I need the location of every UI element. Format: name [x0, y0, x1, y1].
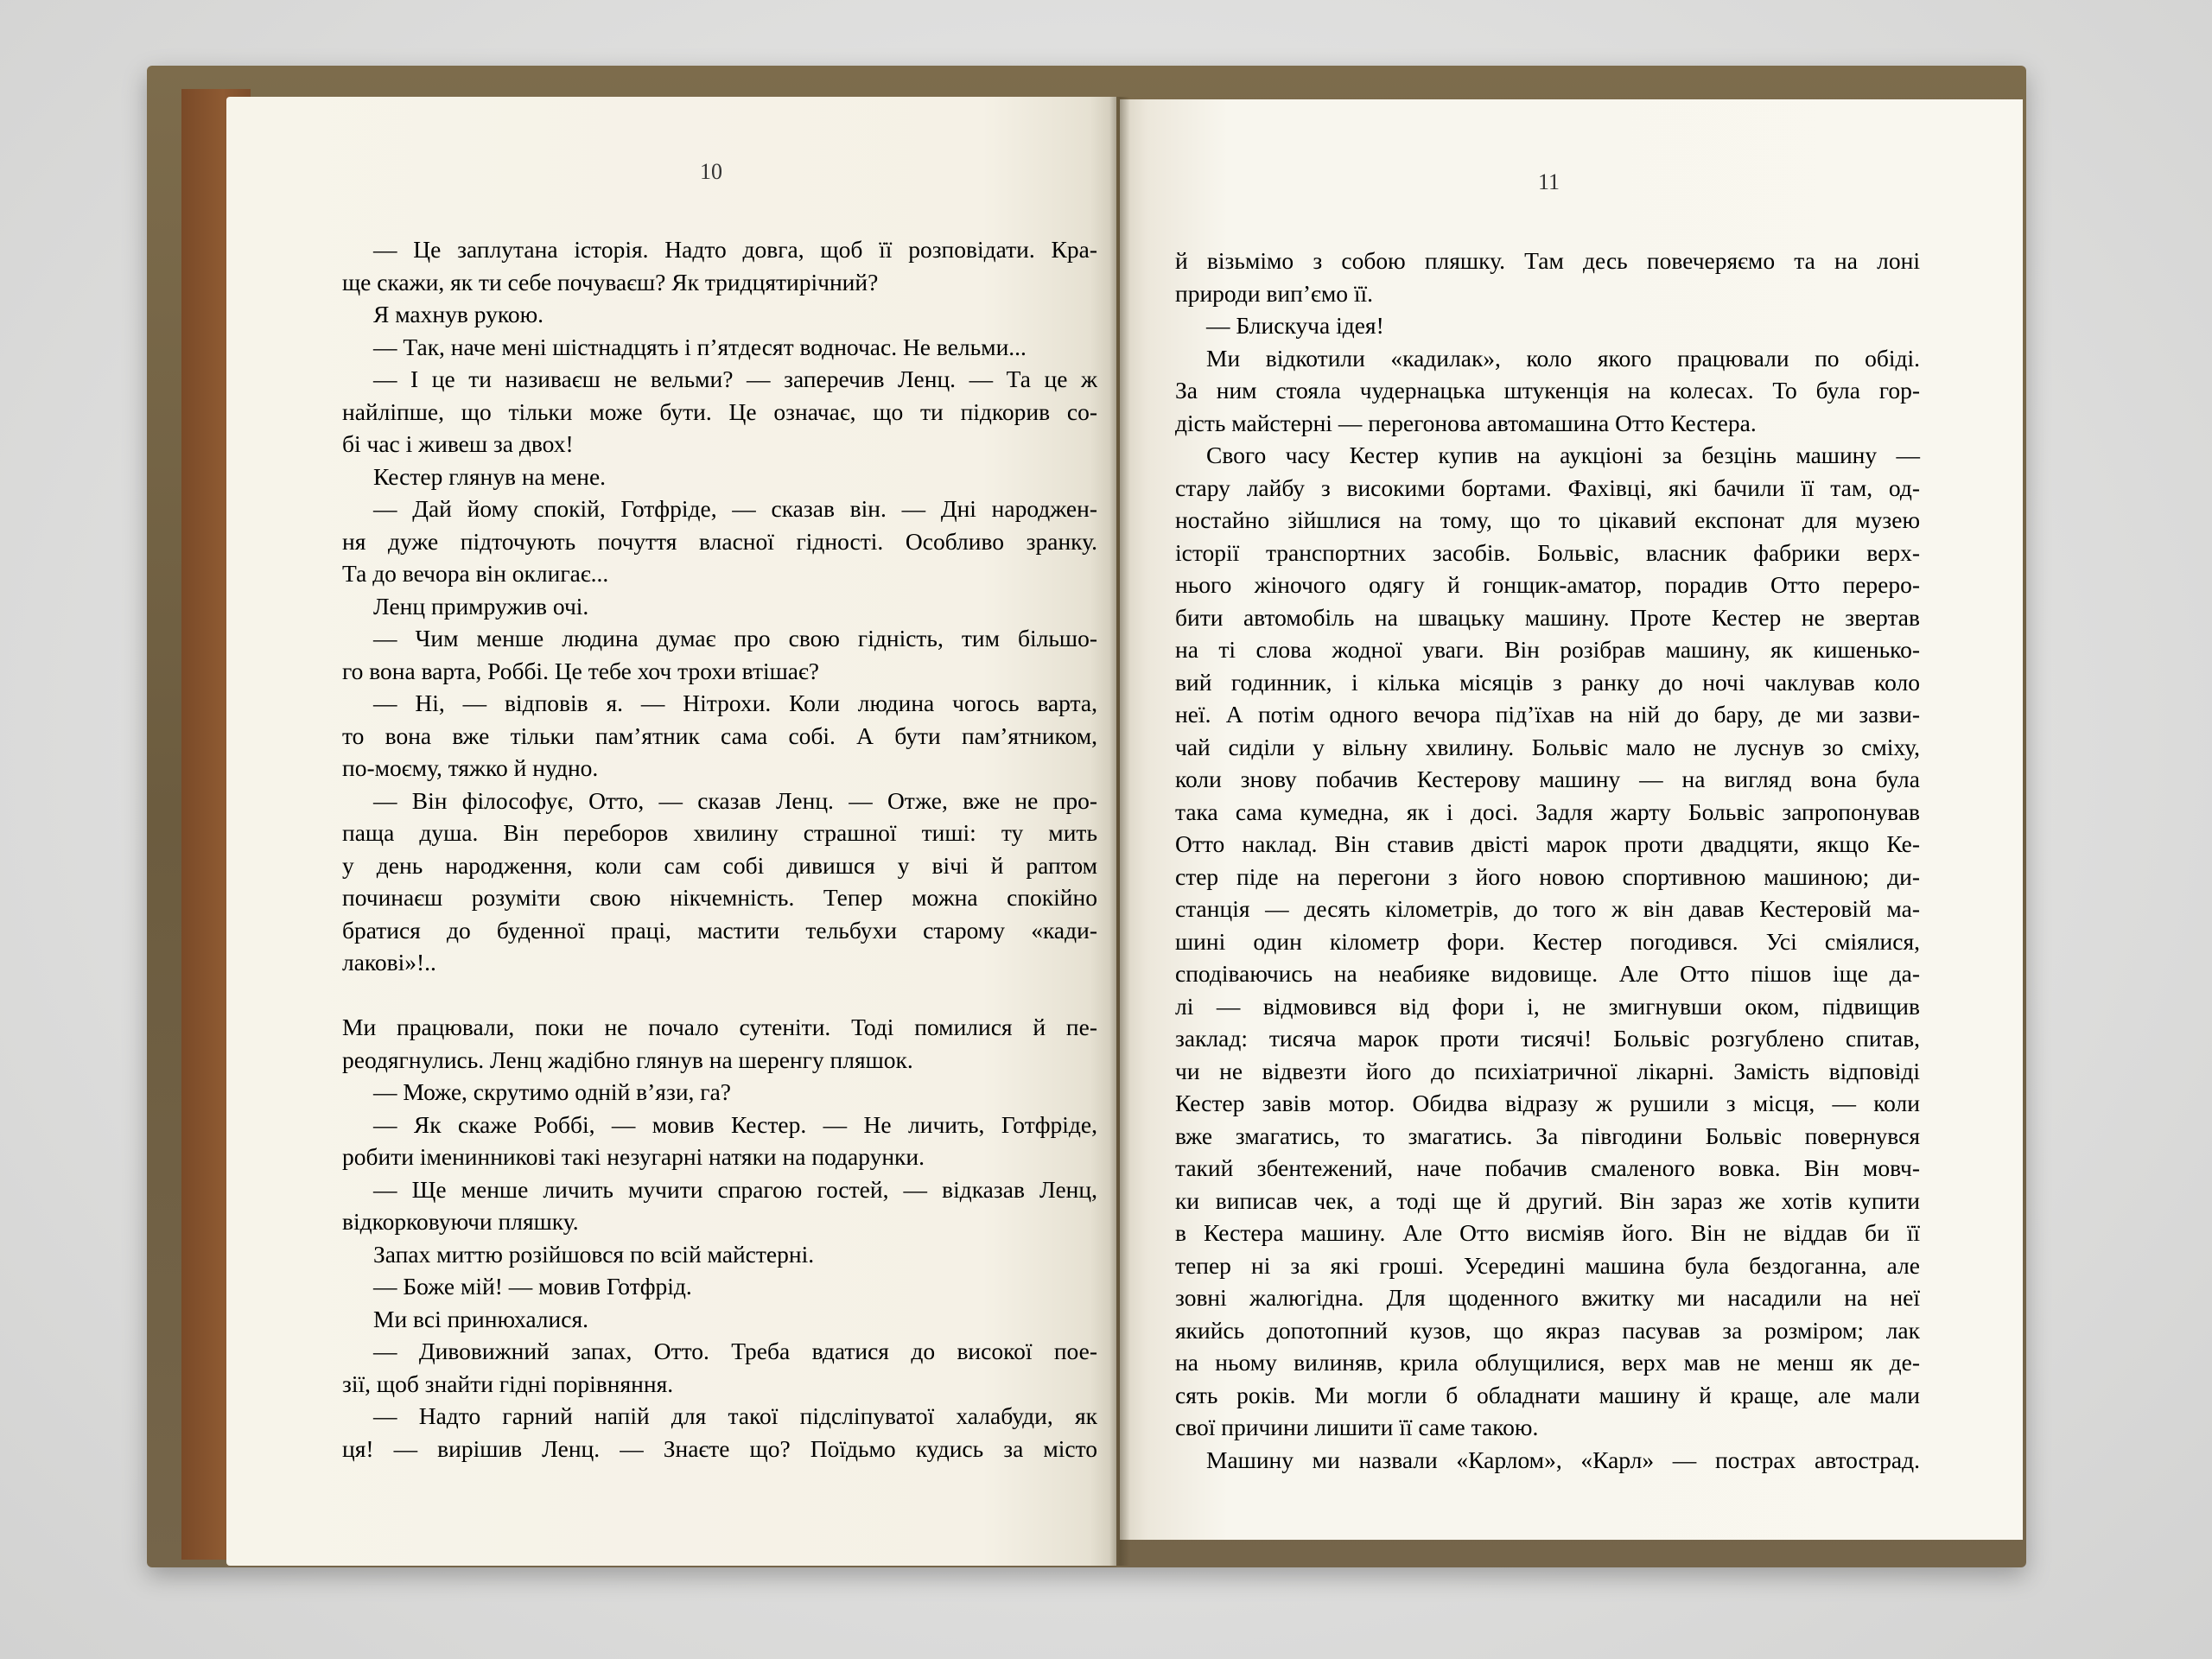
text-line: — Дивовижний запах, Отто. Треба вдатися до високої пое- — [373, 1338, 1097, 1364]
text-line: — Чим менше людина думає про свою гідність, тим більшо- — [373, 625, 1097, 652]
text-line: тепер ні за які гроші. Усередині машина була бездоганна, але — [1175, 1251, 1920, 1279]
text-line: стер піде на перегони з його новою спортивною машиною; ди- — [1175, 862, 1920, 890]
text-line: — Ні, — відповів я. — Нітрохи. Коли людина чогось варта, — [373, 690, 1097, 716]
text-line: Кестер завів мотор. Обидва відразу ж рушили з місця, — коли — [1175, 1090, 1920, 1116]
text-line: природи вип’ємо її. — [1175, 279, 1374, 307]
text-line: бі час і живеш за двох! — [342, 430, 574, 457]
text-line: шині один кілометр фори. Кестер погодився. Усі сміялися, — [1175, 927, 1920, 955]
text-line: чай сиділи у вільну хвилину. Больвіс мало не луснув зо сміху, — [1175, 733, 1920, 760]
left-page-number: 10 — [700, 159, 722, 184]
text-line: лі — відмовився від фори і, не змигнувши оком, підвищив — [1175, 992, 1920, 1020]
text-line: сподіваючись на неабияке видовище. Але Отто пішов іще да- — [1175, 960, 1920, 987]
right-page-number: 11 — [1538, 169, 1560, 194]
text-line: ня дуже підточують почуття власної гідності. Особливо зранку. — [342, 527, 1097, 555]
text-line: го вона варта, Роббі. Це тебе хоч трохи втішає? — [342, 657, 820, 684]
text-line: такий збентежений, наче побачив смаленого вовка. Він мовч- — [1175, 1154, 1920, 1181]
text-line: — Може, скрутимо одній в’язи, га? — [373, 1078, 731, 1105]
text-line: — Як скаже Роббі, — мовив Кестер. — Не личить, Готфріде, — [373, 1110, 1097, 1138]
text-line: реодягнулись. Ленц жадібно глянув на шеренгу пляшок. — [342, 1046, 913, 1073]
text-line: то вона вже тільки пам’ятник сама собі. А бути пам’ятником, — [342, 721, 1097, 749]
text-line: відкорковуючи пляшку. — [342, 1208, 579, 1235]
text-line: історії транспортних засобів. Больвіс, власник фабрики верх- — [1175, 538, 1920, 566]
text-line: бити автомобіль на швацьку машину. Проте Кестер не звертав — [1175, 603, 1920, 631]
text-line: — Боже мій! — мовив Готфрід. — [373, 1273, 692, 1300]
text-line: в Кестера машину. Але Отто висміяв його. Він не віддав би її — [1175, 1219, 1920, 1246]
text-line: Ми відкотили «кадилак», коло якого працювали по обіді. — [1206, 344, 1920, 372]
book-gutter — [1109, 97, 1130, 1566]
left-page-text — [342, 233, 1097, 1465]
text-line: Свого часу Кестер купив на аукціоні за безцінь машину — — [1206, 442, 1920, 468]
text-line: Ленц примружив очі. — [373, 592, 589, 620]
text-line: — Блискуча ідея! — [1206, 312, 1384, 339]
text-line: чи не відвезти його до психіатричної лікарні. Замість відповіді — [1175, 1057, 1920, 1084]
text-line: свої причини лишити її саме такою. — [1175, 1414, 1539, 1440]
text-line: вий годинник, і кілька місяців з ранку до ночі чаклував коло — [1175, 668, 1920, 696]
text-line: вже змагатись, то змагатись. За півгодини Больвіс повернувся — [1175, 1122, 1920, 1149]
text-line: на ньому вилиняв, крила облущилися, верх мав не менш як де- — [1175, 1349, 1920, 1376]
text-line: Отто наклад. Він ставив двісті марок проти двадцяти, якщо Ке- — [1175, 830, 1920, 857]
text-line: Машину ми назвали «Карлом», «Карл» — пострах автострад. — [1206, 1446, 1920, 1473]
text-line: зовні жалюгідна. Для щоденного вжитку ми насадили на неї — [1175, 1284, 1920, 1311]
text-line: ця! — вирішив Ленц. — Знаєте що? Поїдьмо кудись за місто — [342, 1434, 1097, 1462]
text-line: по-моєму, тяжко й нудно. — [342, 754, 599, 781]
text-line: на ті слова жодної уваги. Він розібрав машину, як кишенько- — [1175, 636, 1920, 663]
text-line: лакові»!.. — [342, 949, 436, 976]
text-line: — Він філософує, Отто, — сказав Ленц. — Отже, вже не про- — [373, 786, 1097, 814]
text-line: — Ще менше личить мучити спрагою гостей, — відказав Ленц, — [373, 1175, 1097, 1203]
text-line: нього жіночого одягу й гонщик-аматор, порадив Отто переро- — [1175, 571, 1920, 598]
text-line: зії, щоб знайти гідні порівняння. — [342, 1370, 674, 1397]
text-line: така сама кумедна, як і досі. Задля жарту Больвіс запропонував — [1175, 798, 1920, 825]
text-line: Ми працювали, поки не почало сутеніти. Тоді помилися й пе- — [342, 1014, 1097, 1040]
right-page-text — [1175, 245, 1920, 1476]
text-line: За ним стояла чудернацька штукенція на колесах. То була гор- — [1175, 377, 1920, 404]
text-line: й візьмімо з собою пляшку. Там десь повечеряємо та на лоні — [1175, 247, 1920, 274]
text-line: якийсь допотопний кузов, що якраз пасував за розміром; лак — [1175, 1316, 1920, 1344]
text-line: — Дай йому спокій, Готфріде, — сказав він. — Дні народжен- — [373, 495, 1097, 522]
text-line: Та до вечора він оклигає... — [342, 560, 609, 587]
text-line: стару лайбу з високими бортами. Фахівці, які бачили її там, од- — [1175, 474, 1920, 501]
text-line: — Це заплутана історія. Надто довга, щоб її розповідати. Кра- — [373, 236, 1097, 263]
text-line: паща душа. Він переборов хвилину страшної тиші: ту мить — [342, 819, 1097, 846]
text-line: братися до буденної праці, мастити тельбухи старому «кади- — [342, 916, 1097, 944]
text-line: сять років. Ми могли б обладнати машину й краще, але мали — [1175, 1381, 1920, 1408]
text-line: ки виписав чек, а тоді ще й другий. Він зараз же хотів купити — [1175, 1186, 1920, 1214]
text-line: Я махнув рукою. — [373, 301, 543, 327]
text-line: — Надто гарний напій для такої підсліпуватої халабуди, як — [373, 1402, 1097, 1429]
text-line: — І це ти називаєш не вельми? — заперечив Ленц. — Та це ж — [373, 365, 1097, 392]
text-line: — Так, наче мені шістнадцять і п’ятдесят водночас. Не вельми... — [373, 333, 1027, 360]
text-line: робити іменинникові такі незугарні натяки на подарунки. — [342, 1143, 925, 1170]
text-line: станція — десять кілометрів, до того ж він давав Кестеровій ма- — [1175, 895, 1920, 922]
text-line: коли знову побачив Кестерову машину — на вигляд вона була — [1175, 766, 1920, 792]
text-line: починаєш розуміти свою нікчемність. Тепер можна спокійно — [342, 884, 1097, 911]
text-line: ще скажи, як ти себе почуваєш? Як тридцятирічний? — [342, 268, 879, 296]
text-line: Кестер глянув на мене. — [373, 462, 607, 490]
text-line: неї. А потім одного вечора під’їхав на ній до бару, де ми зазви- — [1175, 701, 1920, 728]
text-line: найліпше, що тільки може бути. Це означає, що ти підкорив со- — [342, 397, 1097, 425]
text-line: Запах миттю розійшовся по всій майстерні. — [373, 1240, 815, 1268]
text-line: дість майстерні — перегонова автомашина Отто Кестера. — [1175, 409, 1757, 436]
text-line: у день народження, коли сам собі дивишся у вічі й раптом — [342, 851, 1097, 879]
text-line: Ми всі принюхалися. — [373, 1305, 588, 1332]
text-line: ностайно зійшлися на тому, що то цікавий експонат для музею — [1175, 506, 1920, 533]
text-line: заклад: тисяча марок проти тисячі! Больвіс розгублено спитав, — [1175, 1025, 1920, 1052]
